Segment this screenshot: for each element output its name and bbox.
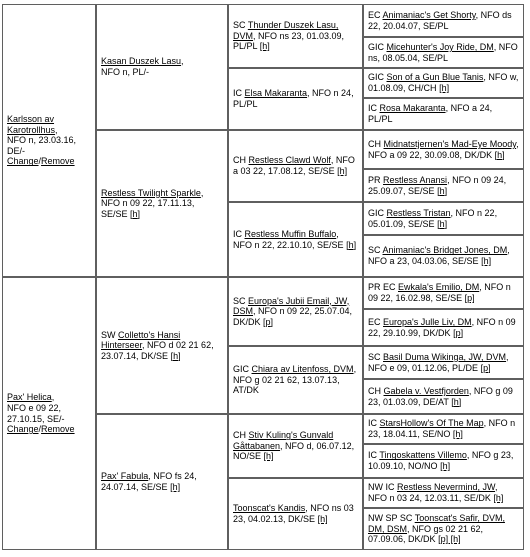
change-link[interactable]: Change: [7, 424, 39, 435]
cat-details: , NFO n 22, 22.10.10, SE/SE: [233, 228, 344, 250]
title-prefix: PR EC: [368, 282, 399, 293]
gen4-cell: [363, 508, 524, 550]
cat-name-link[interactable]: Europa's Jubii Email, JW, DSM: [233, 295, 350, 317]
title-prefix: SC: [368, 245, 383, 256]
cat-details: , NFO w, 01.08.09, CH/CH: [368, 72, 519, 93]
title-prefix: SW: [101, 329, 118, 340]
cat-name-link[interactable]: Pax' Helica: [7, 392, 52, 403]
cat-name-link[interactable]: Rosa Makaranta: [379, 103, 446, 114]
cat-name-link[interactable]: Restless Tristan: [386, 207, 451, 218]
cat-details: , NFO g 23, 10.09.10, NO/NO: [368, 450, 514, 471]
title-prefix: GIC: [233, 364, 252, 375]
title-prefix: IC: [233, 88, 245, 99]
title-prefix: CH: [233, 155, 249, 166]
cat-details: , NFO e 09, 01.12.06, PL/DE: [368, 351, 509, 373]
gen4-cell: [363, 4, 524, 37]
health-link[interactable]: [h]: [259, 41, 270, 52]
health-link[interactable]: [h]: [317, 514, 328, 524]
gen4-cell: [363, 169, 524, 202]
cat-name-link[interactable]: Restless Anansi: [383, 174, 448, 185]
cat-name-link[interactable]: Animaniac's Get Shorty: [382, 9, 476, 20]
health-link[interactable]: [h]: [346, 239, 357, 250]
gen3-cell: [228, 4, 363, 68]
pedigree-link[interactable]: [p]: [453, 327, 464, 338]
title-prefix: EC: [368, 316, 384, 327]
health-link[interactable]: [h]: [170, 350, 181, 361]
health-link[interactable]: [h]: [481, 256, 492, 266]
health-link[interactable]: [h]: [437, 218, 448, 229]
health-link[interactable]: [h]: [437, 185, 448, 196]
cat-details: NFO n 09 22, 17.11.13, SE/SE: [101, 198, 195, 219]
gen2-cell: [96, 277, 228, 414]
cat-details: 27.10.15, SE/-: [7, 413, 65, 424]
pedigree-health-links[interactable]: [p] [h]: [438, 534, 461, 545]
health-link[interactable]: [h]: [493, 493, 504, 503]
title-prefix: EC: [368, 9, 383, 20]
gen3-cell: [228, 478, 363, 550]
gen4-cell: [363, 444, 524, 478]
pedigree-link[interactable]: [p]: [480, 362, 491, 373]
cat-details: , NFO n 09 22, 16.02.98, SE/SE: [368, 282, 511, 303]
cat-name-link[interactable]: Chiara av Litenfoss, DVM: [251, 364, 354, 375]
pedigree-link[interactable]: [p]: [263, 316, 274, 327]
gen4-cell: [363, 235, 524, 277]
cat-name-link[interactable]: Restless Twilight Sparkle: [101, 187, 201, 198]
title-prefix: GIC: [368, 207, 387, 218]
gen4-cell: [363, 309, 524, 346]
cat-details: NFO e 09 22,: [7, 402, 62, 413]
cat-details: , NFO a 24, PL/PL: [368, 103, 493, 124]
title-prefix: GIC: [368, 72, 387, 83]
cat-details: , NFO n 22, 05.01.09, SE/SE: [368, 207, 498, 229]
change-link[interactable]: Change: [7, 156, 39, 167]
gen2-cell: Kasan Duszek Lasu, NFO n, PL/-: [96, 4, 228, 130]
gen4-cell: [363, 478, 524, 508]
cat-details: , NFO n 23, 18.04.11, SE/NO: [368, 418, 516, 439]
gen1-cell-dam: Pax' Helica, NFO e 09 22, 27.10.15, SE/- Change/Remove: [2, 277, 96, 550]
cat-name-link[interactable]: Restless Clawd Wolf: [248, 155, 331, 166]
title-prefix: IC: [233, 228, 245, 239]
title-prefix: IC: [368, 103, 380, 114]
cat-name-link[interactable]: StarsHollow's Of The Map: [379, 418, 484, 429]
title-prefix: IC: [368, 418, 380, 429]
gen4-cell: [363, 414, 524, 444]
cat-details: , NFO gs 02 21 62, 07.09.06, DK/DK: [368, 523, 484, 545]
cat-name-link[interactable]: Son of a Gun Blue Tanis: [386, 72, 484, 83]
separator: /: [38, 424, 42, 435]
cat-details: , NFO n 09 22, 29.10.99, DK/DK: [368, 316, 516, 338]
cat-details: NFO n, PL/-: [101, 67, 150, 77]
cat-details: , NFO a 23, 04.03.06, SE/SE: [368, 245, 510, 266]
gen2-cell: [96, 414, 228, 550]
title-prefix: NW SP SC: [368, 513, 415, 524]
gen4-cell: [363, 379, 524, 414]
cat-details: NFO n, 23.03.16,: [7, 135, 77, 146]
cat-details: , NFO a 03 22, 17.08.12, SE/SE: [233, 155, 355, 176]
cat-details: , NFO ns, 08.05.04, SE/PL: [368, 41, 518, 63]
title-prefix: NW IC: [368, 482, 397, 493]
cat-name-link[interactable]: Ewkala's Emilio, DM: [398, 282, 480, 293]
health-link[interactable]: [h]: [440, 461, 451, 471]
cat-details: , NFO d, 06.07.12, NO/SE: [233, 440, 355, 462]
pedigree-link[interactable]: [p]: [464, 293, 475, 303]
remove-link[interactable]: Remove: [41, 156, 75, 167]
gen3-cell: [228, 130, 363, 202]
title-prefix: CH: [233, 430, 249, 441]
cat-name-link[interactable]: Toonscat's Safir, DVM, DM, DSM: [368, 513, 505, 534]
health-link[interactable]: [h]: [452, 429, 463, 439]
gen4-cell: [363, 346, 524, 379]
gen4-cell: [363, 277, 524, 309]
separator: /: [38, 156, 42, 167]
cat-details: , NFO n 24, PL/PL: [233, 88, 354, 109]
gen4-cell: [363, 37, 524, 68]
title-prefix: SC: [368, 351, 384, 362]
gen4-cell: [363, 130, 524, 169]
gen2-cell: Restless Twilight Sparkle, NFO n 09 22, 17.11.13, SE/SE [h]: [96, 130, 228, 277]
cat-name-link[interactable]: Restless Nevermind, JW: [397, 482, 496, 493]
gen3-cell: [228, 277, 363, 346]
health-link[interactable]: [h]: [263, 451, 274, 462]
health-link[interactable]: [h]: [494, 149, 505, 160]
health-link[interactable]: [h]: [130, 208, 141, 219]
cat-name-link[interactable]: Europa's Julle Liv, DM: [383, 316, 472, 327]
cat-details: DE/-: [7, 145, 25, 156]
remove-link[interactable]: Remove: [41, 424, 75, 435]
cat-name-link[interactable]: Colletto's Hansi Hinterseer: [101, 329, 181, 351]
gen3-cell: [228, 414, 363, 478]
cat-details: , NFO n 03 24, 12.03.11, SE/DK: [368, 482, 498, 503]
cat-details: , NFO ns 03 23, 04.02.13, DK/SE: [233, 503, 354, 524]
cat-name-link[interactable]: Gabela v. Vestfjorden: [383, 385, 469, 396]
title-prefix: SC: [233, 295, 249, 306]
gen1-cell-sire: Karlsson av Karotrollhus, NFO n, 23.03.16, DE/- Change/Remove: [2, 4, 96, 277]
cat-name-link[interactable]: Pax' Fabula: [101, 471, 149, 482]
gen3-cell: [228, 346, 363, 414]
gen3-cell: [228, 68, 363, 130]
title-prefix: GIC: [368, 41, 387, 52]
cat-details: , NFO d 02 21 62, 23.07.14, DK/SE: [101, 340, 214, 361]
gen3-cell: [228, 202, 363, 277]
health-link[interactable]: [h]: [451, 396, 462, 407]
health-link[interactable]: [h]: [337, 166, 348, 176]
cat-details: , NFO g 02 21 62, 13.07.13, AT/DK: [233, 364, 357, 396]
cat-name-link[interactable]: Toonscat's Kandis: [233, 503, 306, 514]
title-prefix: SC: [233, 20, 248, 31]
cat-name-link[interactable]: Kasan Duszek Lasu: [101, 56, 182, 67]
health-link[interactable]: [h]: [170, 482, 181, 492]
title-prefix: CH: [368, 138, 384, 149]
cat-details: , NFO ds 22, 20.04.07, SE/PL: [368, 9, 512, 31]
health-link[interactable]: [h]: [439, 83, 450, 93]
gen4-cell: [363, 68, 524, 98]
gen4-cell: [363, 98, 524, 130]
gen4-cell: [363, 202, 524, 235]
cat-details: , NFO fs 24, 24.07.14, SE/SE: [101, 471, 197, 492]
cat-name-link[interactable]: Basil Duma Wikinga, JW, DVM: [383, 351, 507, 362]
title-prefix: CH: [368, 385, 384, 396]
cat-details: , NFO g 09 23, 01.03.09, DE/AT: [368, 385, 513, 407]
cat-name-link[interactable]: Karlsson av Karotrollhus: [7, 114, 56, 135]
cat-name-link[interactable]: Midnatstjernen's Mad-Eye Moody: [383, 138, 517, 149]
title-prefix: IC: [368, 450, 380, 461]
cat-name-link[interactable]: Elsa Makaranta: [244, 88, 308, 99]
cat-details: , NFO ns 23, 01.03.09, PL/PL: [233, 30, 345, 52]
cat-name-link[interactable]: Micehunter's Joy Ride, DM: [386, 41, 494, 52]
cat-name-link[interactable]: Animaniac's Bridget Jones, DM: [382, 245, 508, 256]
cat-details: , NFO n 09 22, 25.07.04, DK/DK: [233, 306, 353, 327]
title-prefix: PR: [368, 174, 384, 185]
cat-name-link[interactable]: Tingoskattens Villemo: [379, 450, 467, 461]
cat-name-link[interactable]: Restless Muffin Buffalo: [244, 228, 337, 239]
cat-details: , NFO a 09 22, 30.09.08, DK/DK: [368, 138, 519, 160]
cat-name-link[interactable]: Thunder Duszek Lasu, DVM: [233, 20, 339, 41]
cat-details: , NFO n 09 24, 25.09.07, SE/SE: [368, 174, 507, 196]
cat-name-link[interactable]: Stiv Kuling's Gunvald Gåttabanen: [233, 430, 334, 451]
